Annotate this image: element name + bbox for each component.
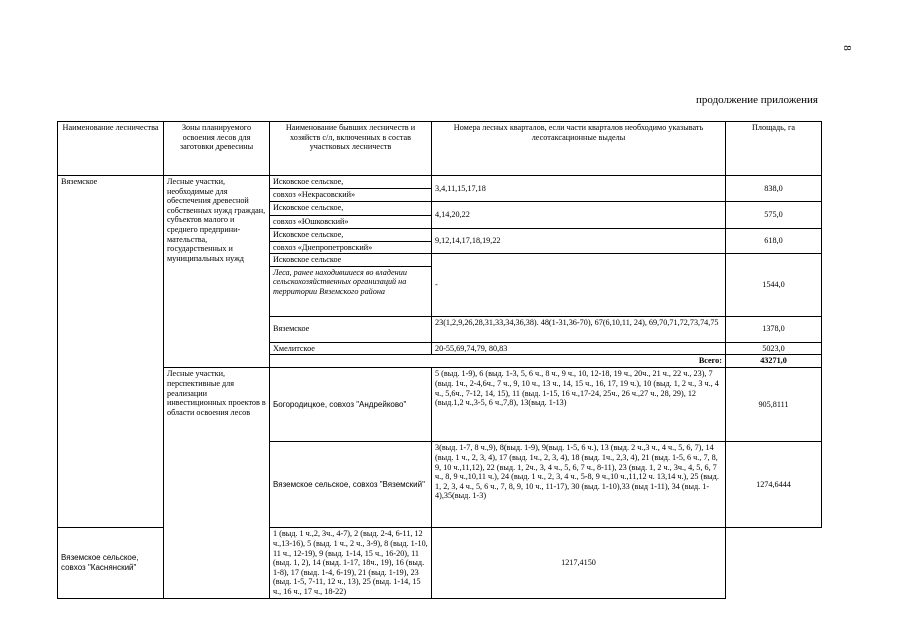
table-header-row (58, 122, 822, 176)
total-label: Всего: (270, 355, 726, 368)
area-cell: 575,0 (726, 202, 822, 229)
quarters-cell: 20-55,69,74,79, 80,83 (432, 342, 726, 355)
former-name-cell: Богородицкое, совхоз "Андрейково" (270, 368, 432, 442)
header-forestry: Наименование лесничества (58, 122, 164, 176)
quarters-cell: 1 (выд. 1 ч.,2, 3ч., 4-7), 2 (выд. 2-4, 6-11, 12 ч.,13-16), 5 (выд. 1 ч., 2 ч., 3-9), 8 (выд. 1-10, 11 ч., 12-19), 9 (выд. 1-14, 15 ч., 16-20), 11 (выд. 1, 2), 14 (выд. 1-17, 18ч., 19), 16 (выд. 1-8), 17 (выд. 1-4, 6-19), 21 (выд. 1-19), 23 (выд. 1-5, 7-11, 12 ч., 13), 25 (выд. 1-14, 15 ч., 16 ч., 17 ч., 18-22) (270, 528, 432, 598)
header-former: Наименование бывших лесничеств и хозяйств с/л, включенных в состав участковых лесничеств (270, 122, 432, 176)
former-name-cell-sub: Леса, ранее находившиеся во владении сельскохозяйственных организаций на территории Вяземского района (270, 266, 432, 316)
total-value: 43271,0 (726, 355, 822, 368)
former-name-cell-sub: совхоз «Юшковский» (270, 216, 432, 229)
area-cell: 838,0 (726, 176, 822, 202)
former-name-cell: Исковское сельское (270, 254, 432, 267)
former-name-cell: Исковское сельское, (270, 176, 432, 189)
former-name-cell: Вяземское сельское, совхоз "Вяземский" (270, 442, 432, 528)
area-cell: 1544,0 (726, 254, 822, 317)
quarters-cell: 3(выд. 1-7, 8 ч.,9), 8(выд. 1-9), 9(выд. 1-5, 6 ч.), 13 (выд. 2 ч.,3 ч., 4 ч., 5, 6, 7), 14 (выд. 1 ч., 2, 3, 4), 17 (выд. 1ч., 2, 3, 4), 18 (выд. 1ч., 2,3, 4), 21 (выд. 1-5, 6 ч., 7, 8, 9, 10 ч.,11,12), 22 (выд. 1, 2ч., 3, 4 ч., 5, 6, 7 ч., 8-11), 23 (выд. 1, 2 ч., 3ч., 4, 5, 6, 7 ч., 8, 9 ч.,10,11 ч.), 24 (выд. 1 ч., 2, 3, 4 ч., 5-8, 9 ч.,10 ч.,11,12 ч. 13,14 ч.), 25 (выд. 1, 2, 3, 4 ч., 5, 6 ч., 7, 8, 9, 10 ч., 11-17), 30 (выд. 1-10),33 (выд 1-11), 34 (выд. 1-4),35(выд. 1-3) (432, 442, 726, 528)
header-zones: Зоны планируемого освоения лесов для заготовки древесины (164, 122, 270, 176)
former-name-cell-sub: совхоз «Некрасовский» (270, 189, 432, 202)
table-row (58, 176, 822, 189)
page-number: 8 (840, 45, 853, 51)
former-name-cell: Исковское сельское, (270, 229, 432, 242)
area-cell: 1274,6444 (726, 442, 822, 528)
former-name-cell: Хмелитское (270, 342, 432, 355)
former-name-cell-sub: совхоз «Днепропетровский» (270, 241, 432, 254)
quarters-cell: 9,12,14,17,18,19,22 (432, 229, 726, 254)
quarters-cell: 23(1,2,9,26,28,31,33,34,36,38). 48(1-31,36-70), 67(6,10,11, 24), 69,70,71,72,73,74,75 (432, 316, 726, 342)
forestry-table (57, 121, 822, 599)
quarters-cell: - (432, 254, 726, 317)
area-cell: 905,8111 (726, 368, 822, 442)
area-cell: 618,0 (726, 229, 822, 254)
former-name-cell: Исковское сельское, (270, 202, 432, 216)
zone-cell-1: Лесные участки, необходимые для обеспечения древесной собственных нужд граждан, субъектов малого и среднего предприни-мательства, государственных и муниципальных нужд (164, 176, 270, 368)
former-name-cell: Вяземское (270, 316, 432, 342)
forestry-name-cell: Вяземское (58, 176, 164, 528)
former-name-cell: Вяземское сельское, совхоз "Каснянский" (58, 528, 164, 598)
quarters-cell: 5 (выд. 1-9), 6 (выд. 1-3, 5, 6 ч., 8 ч., 9 ч., 10, 12-18, 19 ч., 20ч., 21 ч., 22 ч., 23), 7 (выд. 1ч., 2-4,6ч., 7 ч., 9, 10 ч., 13 ч., 14, 15 ч., 16, 17, 19 ч.), 10 (выд. 1, 2 ч., 3 ч., 4 ч., 5,6ч., 7-12, 14, 15), 11 (выд. 1-15, 16 ч.,17-24, 25ч., 26 ч.,27 ч., 28, 29), 12 (выд.1,2 ч.,3-5, 6 ч.,7,8), 13(выд. 1-13) (432, 368, 726, 442)
area-cell: 1217,4150 (432, 528, 726, 598)
header-area: Площадь, га (726, 122, 822, 176)
page-subtitle: продолжение приложения (696, 94, 818, 106)
quarters-cell: 4,14,20,22 (432, 202, 726, 229)
table-row (58, 368, 822, 442)
header-quarters: Номера лесных кварталов, если части кварталов необходимо указывать лесотаксационные выделы (432, 122, 726, 176)
area-cell: 1378,0 (726, 316, 822, 342)
zone-cell-2: Лесные участки, перспективные для реализации инвестиционных проектов в области освоения лесов (164, 368, 270, 598)
quarters-cell: 3,4,11,15,17,18 (432, 176, 726, 202)
area-cell: 5023,0 (726, 342, 822, 355)
